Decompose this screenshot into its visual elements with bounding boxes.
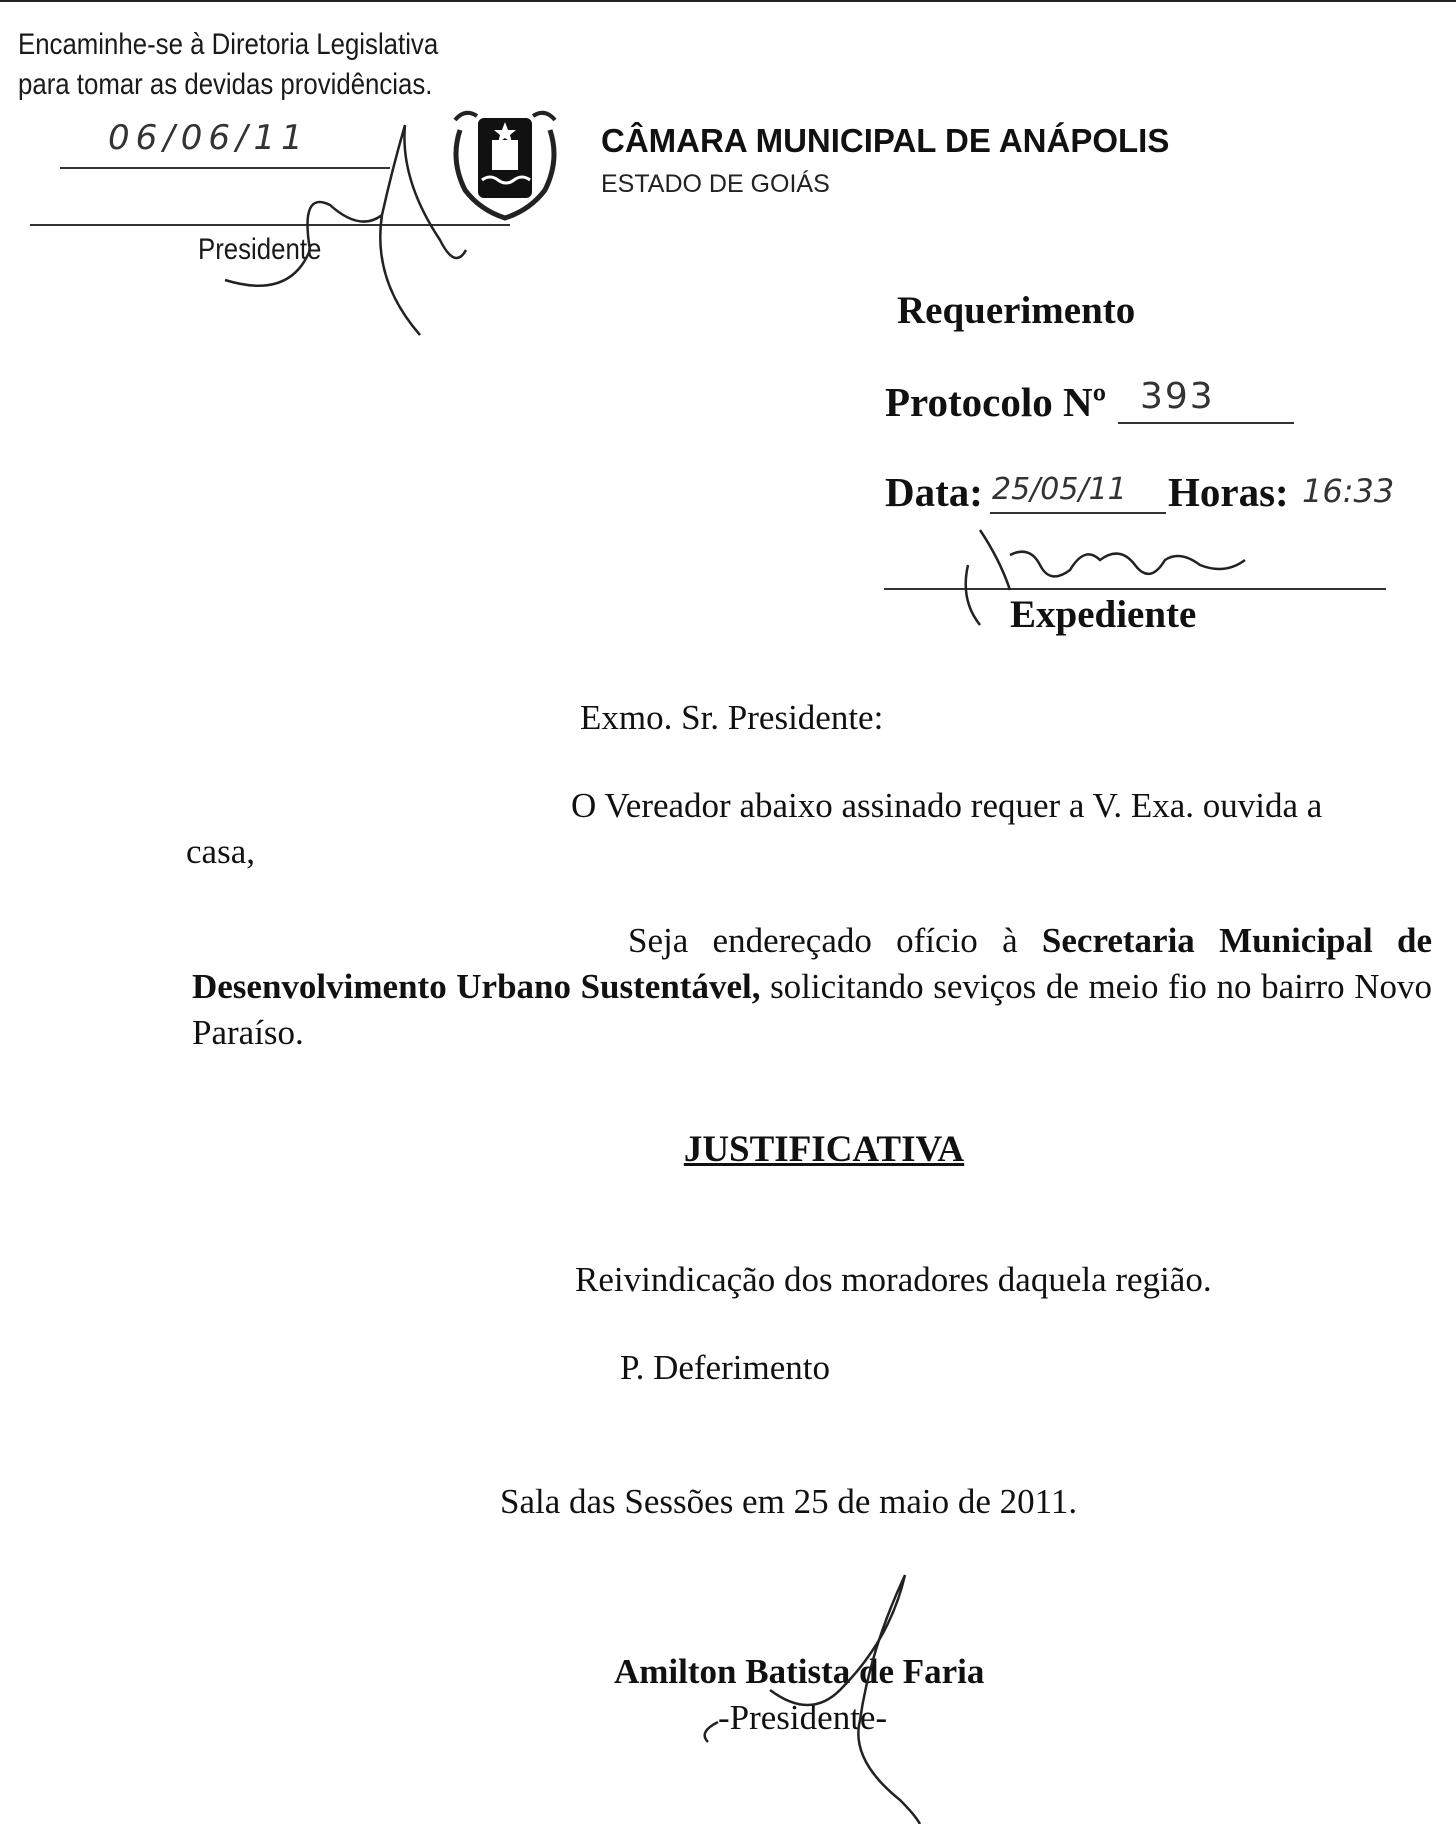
signer-role: -Presidente-: [718, 1698, 888, 1737]
municipal-coat-of-arms-icon: [440, 100, 570, 230]
intro-line-1: O Vereador abaixo assinado requer a V. Exa. ouvida a: [571, 786, 1323, 825]
expediente-label: Expediente: [1010, 593, 1197, 636]
closing-text: P. Deferimento: [620, 1348, 830, 1387]
stamp-handwritten-date: 06/06/11: [108, 118, 309, 158]
organization-name: CÂMARA MUNICIPAL DE ANÁPOLIS: [601, 122, 1170, 159]
stamp-line-2: para tomar as devidas providências.: [18, 68, 433, 101]
location-date: Sala das Sessões em 25 de maio de 2011.: [500, 1482, 1078, 1521]
date-label: Data:: [885, 469, 983, 515]
stamp-date-line: [60, 167, 390, 169]
intro-line-2: casa,: [186, 832, 255, 871]
hours-label: Horas:: [1168, 469, 1289, 515]
date-value: 25/05/11: [992, 472, 1127, 507]
request-text-bold: Secretaria Municipal de Desenvolvimento Urbano Sustentável,: [192, 921, 1433, 1006]
request-text-pre: Seja endereçado ofício à: [628, 921, 1018, 960]
stamp-signature-line: [30, 224, 510, 226]
protocol-number-line: [1118, 422, 1294, 424]
request-text-post: solicitando seviços de meio fio no bairro Novo Paraíso.: [192, 967, 1432, 1052]
stamp-line-1: Encaminhe-se à Diretoria Legislativa: [18, 28, 439, 61]
protocol-label: Protocolo Nº: [885, 379, 1107, 425]
protocol-number: 393: [1140, 376, 1215, 417]
signer-name: Amilton Batista de Faria: [614, 1652, 985, 1691]
top-border-line: [0, 0, 1456, 2]
document-type: Requerimento: [897, 289, 1136, 332]
organization-state: ESTADO DE GOIÁS: [601, 170, 830, 198]
justification-text: Reivindicação dos moradores daquela região.: [575, 1260, 1212, 1299]
request-paragraph: [192, 918, 1432, 1056]
hours-value: 16:33: [1302, 472, 1395, 510]
expediente-signature-line: [884, 588, 1386, 590]
justification-heading: JUSTIFICATIVA: [683, 1129, 965, 1170]
stamp-role: Presidente: [198, 233, 322, 266]
date-line: [990, 512, 1166, 514]
salutation: Exmo. Sr. Presidente:: [580, 698, 884, 737]
